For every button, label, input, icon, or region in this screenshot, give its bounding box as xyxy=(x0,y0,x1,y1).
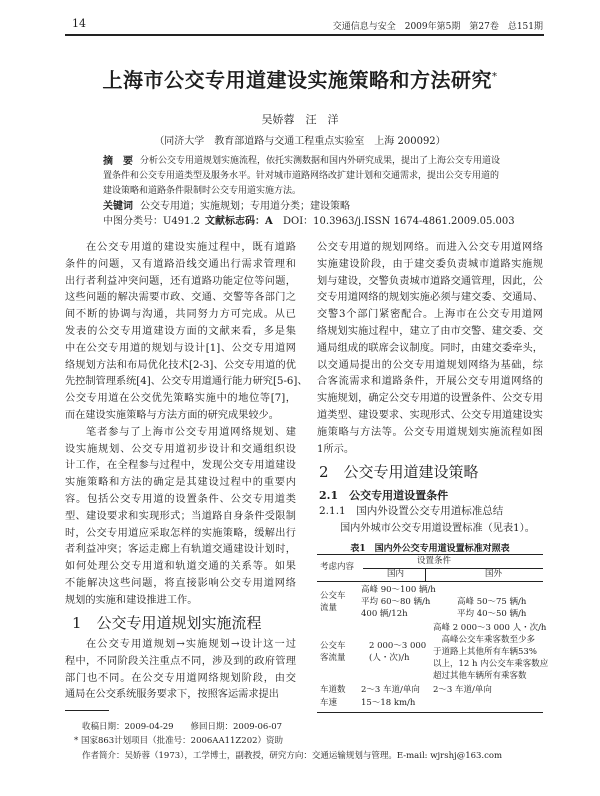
text-line: 设实施规划、公交专用道初步设计和交通组织设 xyxy=(65,443,296,455)
text-line: 通局组成的联席会议制度。同时，由建交委牵头， xyxy=(317,342,543,354)
table-bottom-rule xyxy=(317,712,543,713)
abstract-line: 建设策略和道路条件限制时公交专用道实施方法。 xyxy=(103,186,302,196)
text-line: 通局在公交系统服务要求下，按照客运需求提出 xyxy=(65,689,279,701)
document-code: 文献标志码：A xyxy=(205,216,273,227)
table-cell-foreign: 平均 40～50 辆/h xyxy=(457,609,527,619)
funding-note: * 国家863计划项目（批准号：2006AA11Z202）资助 xyxy=(74,736,284,746)
text-line: 络规划方法和布局优化技术[2-3]、公交专用道的优 xyxy=(65,359,296,371)
text-line: 公交专用道在公交优先策略实施中的地位等[7]， xyxy=(65,393,296,405)
table-cell-foreign: 以上，12 h 内公交车乘客数应 xyxy=(433,659,549,669)
text-line: 实施规划，确定公交专用道的设置条件、公交专用 xyxy=(317,393,543,405)
table-cell-domestic: 2 000～3 000 xyxy=(369,641,427,651)
section-1-heading: 1 公交专用道规划实施流程 xyxy=(72,614,262,632)
table-cell-foreign: 高峰 50～75 辆/h xyxy=(457,597,527,607)
text-line: 在公交专用道的建设实施过程中，既有道路 xyxy=(86,242,296,253)
table-header-condition: 设置条件 xyxy=(417,556,452,566)
text-line: 间不断的协调与沟通，共同努力方可完成。从已 xyxy=(65,309,296,321)
abstract-line: 分析公交专用道规划实施流程，依托实测数据和国内外研究成果，提出了上海公交专用道设 xyxy=(140,156,501,166)
text-line: 而在建设实施策略与方法方面的研究成果较少。 xyxy=(65,410,279,421)
section-2-1-heading: 2.1 公交专用道设置条件 xyxy=(319,489,449,502)
table-cell-foreign: 高峰 2 000～3 000 人・次/h xyxy=(433,623,547,633)
text-line: 以交通局提出的公交专用道规划网络为基础，综 xyxy=(317,359,543,371)
table-header-consider: 考虑内容 xyxy=(320,562,355,572)
table-header-foreign: 国外 xyxy=(485,569,503,579)
table-cell-domestic: (人・次)/h xyxy=(369,653,410,663)
standards-table xyxy=(317,554,549,714)
table-cell-item: 车速 xyxy=(320,698,338,708)
text-line: 不能解决这些问题，将直接影响公交专用道网络 xyxy=(65,578,296,589)
paragraph: 国内外城市公交专用道设置标准（见表1）。 xyxy=(340,523,535,534)
page-number: 14 xyxy=(72,17,86,30)
text-line: 中在公交专用道的规划与设计[1]、公交专用道网 xyxy=(65,342,296,354)
affiliation: （同济大学 教育部道路与交通工程重点实验室 上海 200092） xyxy=(154,136,446,147)
text-line: 这些问题的解决需要市政、交通、交警等各部门之 xyxy=(65,292,296,304)
table-cell-item: 公交车 xyxy=(320,641,346,651)
paper-title xyxy=(0,64,600,93)
keywords: 公交专用道；实施规划；专用道分类；建设策略 xyxy=(140,201,350,212)
text-line: 计工作，在全程参与过程中，发现公交专用道建设 xyxy=(65,460,296,472)
text-line: 施策略与方法等。公交专用道规划实施流程如图 xyxy=(317,426,543,438)
table-cell-item: 公交车 xyxy=(320,591,346,601)
table-cell-item: 流量 xyxy=(320,603,338,613)
table-cell-foreign: 高峰公交车乘客数至少多 xyxy=(433,635,536,645)
table-cell-item: 车道数 xyxy=(320,685,346,695)
text-line: 1所示。 xyxy=(317,443,355,455)
table-cell-domestic: 平均 60～80 辆/h xyxy=(361,597,431,607)
author-bio: 作者简介：吴娇蓉（1973），工学博士，副教授，研究方向：交通运输规划与管理。E-mail: wjrshj@163.com xyxy=(82,751,503,761)
text-line: 公交专用道的规划网络。而进入公交专用道网络 xyxy=(317,242,543,253)
text-line: 时，公交专用道应采取怎样的实施策略，缓解出行 xyxy=(65,527,296,539)
text-line: 发表的公交专用道建设方面的文献来看，多是集 xyxy=(65,326,296,337)
text-line: 型、建设要求和实现形式；当道路自身条件受限制 xyxy=(65,510,296,522)
text-line: 笔者参与了上海市公交专用道网络规划、建 xyxy=(86,426,296,438)
text-line: 条件的问题，又有道路沿线交通出行需求管理和 xyxy=(65,258,296,270)
abstract-line: 置条件和公交专用道类型及服务水平。针对城市道路网络改扩建计划和交通需求，提出公交专用道的 xyxy=(103,171,500,181)
text-line: 容。包括公交专用道的设置条件、公交专用道类 xyxy=(65,494,296,505)
table-col-divider xyxy=(425,568,426,581)
text-line: 部门也不同。在公交专用道网络规划阶段，由交 xyxy=(65,672,296,684)
text-line: 出行者利益冲突问题，还有道路功能定位等问题， xyxy=(65,275,296,287)
table-header-domestic: 国内 xyxy=(387,569,405,579)
received-date: 收稿日期：2009-04-29 修回日期：2009-06-07 xyxy=(82,722,283,732)
table-caption: 表1 国内外公交专用道设置标准对照表 xyxy=(350,544,510,554)
table-cell-item: 客流量 xyxy=(320,653,346,663)
section-2-heading: 2 公交专用道建设策略 xyxy=(319,463,479,481)
header-rule xyxy=(65,34,544,36)
text-line: 交警3个部门紧密配合。上海市在公交专用道网 xyxy=(317,309,543,321)
classification-number: 中图分类号：U491.2 xyxy=(103,216,201,227)
text-line: 合客流需求和道路条件，开展公交专用道网络的 xyxy=(317,376,543,388)
section-2-1-1-heading: 2.1.1 国内外设置公交专用道标准总结 xyxy=(319,505,504,517)
authors: 吴娇蓉 汪 洋 xyxy=(261,113,339,126)
text-line: 规划的实施和建设推进工作。 xyxy=(65,594,198,606)
text-line: 划与建设，交警负责城市道路交通管理，因此，公 xyxy=(317,275,543,287)
footnote-rule xyxy=(65,710,109,711)
table-cell-domestic: 400 辆/12h xyxy=(361,609,408,619)
table-cell-foreign: 2～3 车道/单向 xyxy=(433,685,492,695)
keywords-label: 关键词 xyxy=(103,201,133,212)
table-header-rule xyxy=(317,581,543,582)
table-cell-domestic: 15～18 km/h xyxy=(361,698,416,708)
table-cell-domestic: 高峰 90～100 辆/h xyxy=(361,585,436,595)
text-line: 交专用道网络的规划实施必须与建交委、交通局、 xyxy=(317,292,543,304)
text-line: 程中，不同阶段关注重点不同，涉及到的政府管理 xyxy=(65,655,296,667)
text-line: 络规划实施过程中，建立了由市交警、建交委、交 xyxy=(317,326,543,337)
text-line: 实施建设阶段，由于建交委负责城市道路实施规 xyxy=(317,258,543,270)
table-cell-foreign: 于道路上其他所有车辆53% xyxy=(433,647,537,657)
text-line: 道类型、建设要求、实现形式、公交专用道建设实 xyxy=(317,410,543,421)
text-line: 实施策略和方法的确定是其建设过程中的重要内 xyxy=(65,477,296,489)
table-cell-domestic: 2～3 车道/单向 xyxy=(361,685,420,695)
text-line: 者利益冲突；客运走廊上有轨道交通建设计划时， xyxy=(65,544,296,556)
text-line: 先控制管理系统[4]、公交专用道通行能力研究[5-6]、 xyxy=(65,376,308,388)
title-footnote-mark: * xyxy=(492,71,498,83)
table-cell-foreign: 超过其他车辆所有乘客数 xyxy=(433,671,527,681)
text-line: 在公交专用道规划→实施规划→设计这一过 xyxy=(86,639,296,650)
abstract-label: 摘 要 xyxy=(103,156,133,167)
doi: DOI：10.3963/j.ISSN 1674-4861.2009.05.003 xyxy=(283,216,515,227)
journal-header: 交通信息与安全 2009年第5期 第27卷 总151期 xyxy=(332,22,543,32)
text-line: 如何处理公交专用道和轨道交通的关系等。如果 xyxy=(65,561,296,573)
title-text: 上海市公交专用道建设实施策略和方法研究 xyxy=(102,68,492,92)
